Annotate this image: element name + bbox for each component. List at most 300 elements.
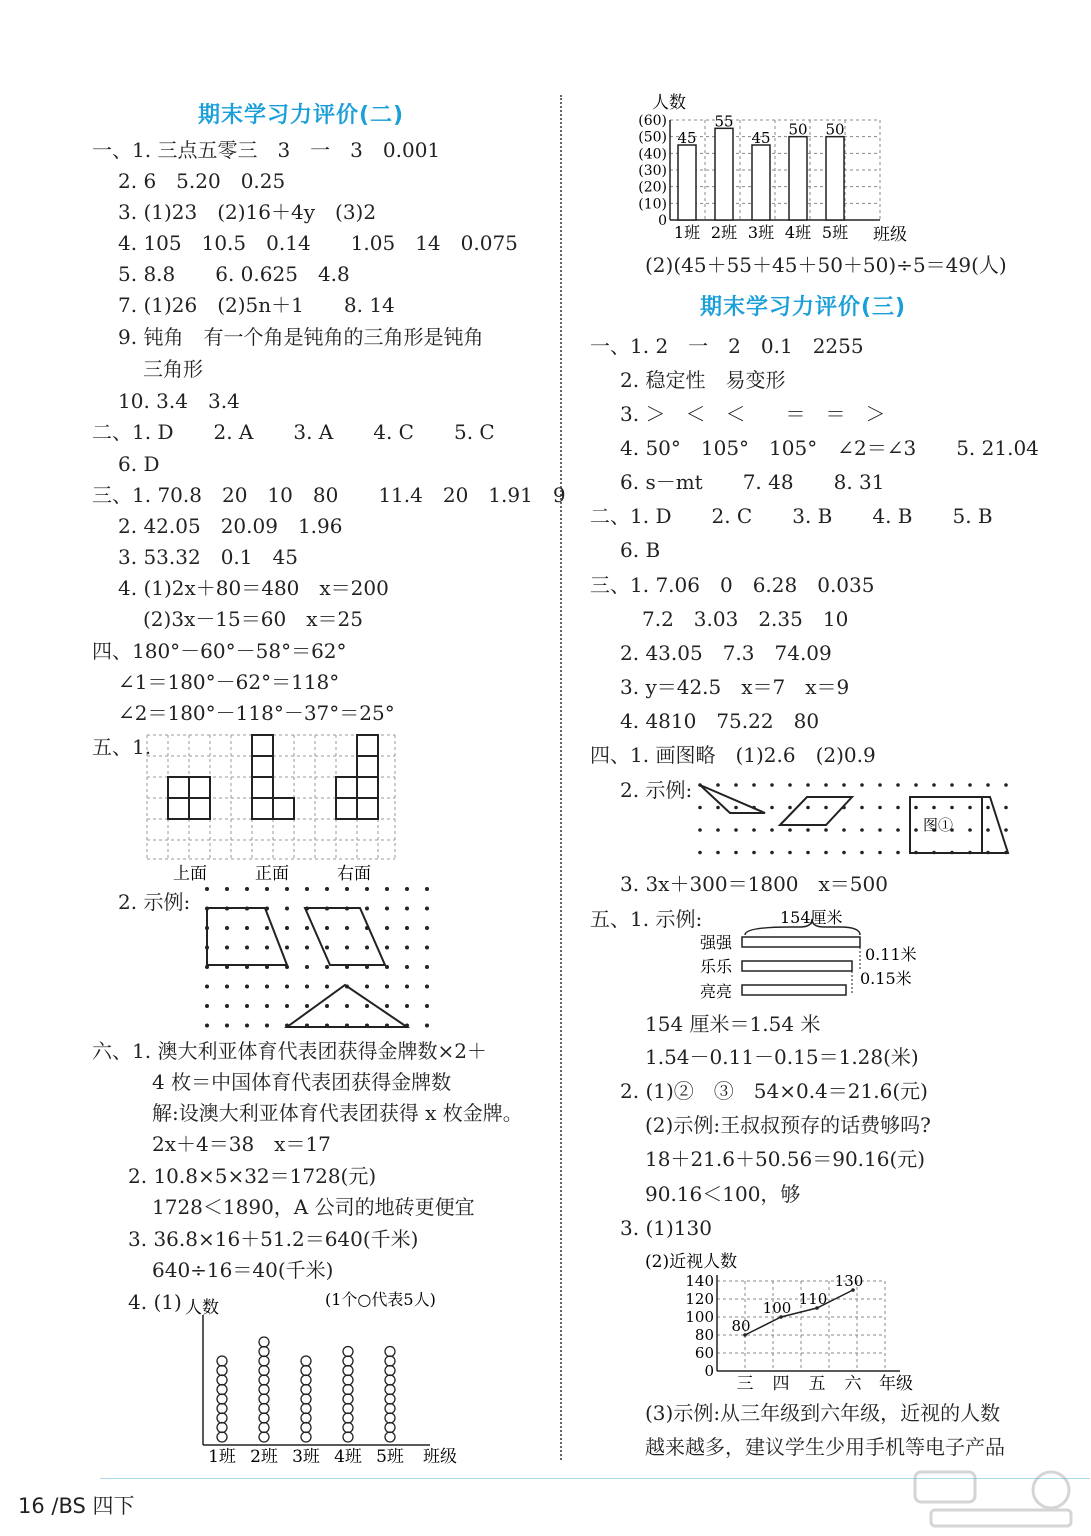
grid-dot	[325, 887, 329, 891]
bar	[789, 137, 807, 220]
answer-line: 3. 53.32 0.1 45	[118, 545, 298, 569]
grid-dot	[325, 1004, 329, 1008]
answer-line: 二、1. D 2. A 3. A 4. C 5. C	[92, 420, 495, 444]
pictograph-circle	[343, 1394, 353, 1404]
answer-line: ∠2＝180°－118°－37°＝25°	[118, 701, 395, 725]
grid-dot	[950, 783, 954, 787]
bar-x-label: 班级	[873, 225, 907, 245]
answer-line: 4. (1)2x＋80＝480 x＝200	[118, 576, 389, 600]
line-y-tick-label: 60	[694, 1344, 714, 1362]
segment-name-1: 强强	[700, 933, 733, 952]
grid-dot	[365, 887, 369, 891]
pictograph-circle	[301, 1366, 311, 1376]
grid-dot	[405, 887, 409, 891]
grid-dot	[842, 828, 846, 832]
pictograph-circle	[343, 1385, 353, 1395]
answer-line: 五、1.	[92, 735, 152, 759]
bar-category-label: 1班	[673, 223, 701, 242]
grid-dot	[405, 965, 409, 969]
answer-line: 越来越多，建议学生少用手机等电子产品	[645, 1435, 1005, 1459]
answer-line: 2. (1)② ③ 54×0.4＝21.6(元)	[620, 1079, 928, 1103]
pictograph-circle	[259, 1394, 269, 1404]
grid-dot	[385, 1004, 389, 1008]
grid-dot	[265, 985, 269, 989]
grid-dot	[405, 946, 409, 950]
grid-dot	[365, 985, 369, 989]
answer-line: 7. (1)26 (2)5n＋1 8. 14	[118, 293, 395, 317]
grid-dot	[698, 828, 702, 832]
pictograph-circle	[217, 1385, 227, 1395]
grid-dot	[225, 946, 229, 950]
grid-dot	[878, 828, 882, 832]
grid-dot	[365, 1004, 369, 1008]
grid-dot	[1004, 828, 1008, 832]
grid-dot	[425, 1024, 429, 1028]
grid-dot	[345, 887, 349, 891]
view-label-top: 上面	[173, 864, 207, 884]
grid-dot	[225, 985, 229, 989]
answer-line: (2)3x－15＝60 x＝25	[143, 607, 363, 631]
pictograph-circle	[343, 1432, 353, 1442]
grid-dot	[305, 965, 309, 969]
bar-value-label: 45	[677, 129, 697, 147]
bar-y-tick-label: (40)	[638, 146, 667, 163]
bar-value-label: 50	[788, 120, 808, 139]
grid-dot	[265, 946, 269, 950]
section-title-exam3: 期末学习力评价(三)	[700, 295, 907, 320]
grid-dot	[245, 1024, 249, 1028]
pictograph-circle	[301, 1432, 311, 1442]
answer-line: 90.16＜100，够	[645, 1182, 801, 1206]
bar-y-tick-label: (60)	[638, 113, 667, 129]
grid-dot	[842, 851, 846, 855]
bar-y-tick-label: 0	[658, 213, 667, 229]
grid-dot	[968, 828, 972, 832]
grid-dot	[824, 828, 828, 832]
answer-line: ∠1＝180°－62°＝118°	[118, 670, 340, 694]
answer-line: 五、1. 示例:	[590, 907, 703, 931]
pictograph-category-label: 4班	[334, 1447, 362, 1467]
grid-dot	[205, 985, 209, 989]
answer-line: 2. 示例:	[620, 778, 693, 802]
grid-dot	[968, 806, 972, 810]
segment-diff-1: 0.11米	[865, 945, 917, 964]
three-views-figure	[145, 733, 400, 885]
line-y-label: (2)近视人数	[645, 1252, 738, 1272]
view-label-front: 正面	[255, 864, 289, 884]
answer-line: 解:设澳大利亚体育代表团获得 x 枚金牌。	[152, 1101, 523, 1125]
grid-dot	[698, 806, 702, 810]
grid-dot	[716, 851, 720, 855]
grid-dot	[1004, 806, 1008, 810]
answer-line: 4. 4810 75.22 80	[620, 709, 820, 733]
grid-dot	[806, 783, 810, 787]
grid-dot	[225, 926, 229, 930]
answer-line: 一、1. 2 一 2 0.1 2255	[590, 334, 864, 358]
grid-dot	[824, 806, 828, 810]
grid-dot	[325, 985, 329, 989]
answer-line: 4 枚＝中国体育代表团获得金牌数	[152, 1070, 452, 1094]
grid-dot	[716, 806, 720, 810]
pictograph-circle	[343, 1413, 353, 1423]
dot-grid-figure-right	[690, 775, 1015, 865]
line-x-label: 年级	[879, 1374, 913, 1394]
segment-name-2: 乐乐	[700, 957, 733, 976]
grid-dot	[734, 828, 738, 832]
grid-dot	[385, 907, 389, 911]
bar	[678, 145, 696, 220]
bar-chart	[630, 88, 920, 248]
grid-dot	[734, 783, 738, 787]
answer-line: 4. (1)	[128, 1290, 182, 1314]
pictograph-circle	[259, 1385, 269, 1395]
grid-dot	[205, 1024, 209, 1028]
pictograph-y-label: 人数	[185, 1298, 219, 1318]
grid-dot	[1004, 783, 1008, 787]
line-value-label: 130	[834, 1272, 864, 1290]
grid-dot	[245, 887, 249, 891]
grid-dot	[305, 985, 309, 989]
grid-dot	[425, 926, 429, 930]
segment-diff-2: 0.15米	[860, 969, 912, 988]
pictograph-circle	[385, 1432, 395, 1442]
bar-category-label: 5班	[821, 223, 849, 242]
grid-dot	[265, 887, 269, 891]
bar-value-label: 45	[751, 129, 771, 147]
line-value-label: 110	[798, 1290, 828, 1308]
grid-dot	[205, 1004, 209, 1008]
bar-y-tick-label: (50)	[638, 129, 667, 146]
line-y-tick-label: 120	[685, 1290, 714, 1308]
pictograph-circle	[343, 1356, 353, 1366]
pictograph-circle	[217, 1375, 227, 1385]
grid-dot	[285, 907, 289, 911]
line-y-tick-label: 0	[704, 1362, 714, 1380]
grid-dot	[425, 985, 429, 989]
grid-dot	[770, 828, 774, 832]
line-value-label: 80	[731, 1317, 751, 1335]
grid-dot	[365, 907, 369, 911]
answer-line: 四、1. 画图略 (1)2.6 (2)0.9	[590, 743, 876, 767]
grid-dot	[225, 1024, 229, 1028]
pictograph-note: (1个○代表5人)	[325, 1290, 436, 1309]
grid-dot	[914, 806, 918, 810]
answer-line: 10. 3.4 3.4	[118, 389, 240, 413]
grid-dot	[425, 907, 429, 911]
answer-line: 三、1. 70.8 20 10 80 11.4 20 1.91 9	[92, 483, 566, 507]
answer-line: 3. 36.8×16＋51.2＝640(千米)	[128, 1227, 419, 1251]
grid-dot	[425, 965, 429, 969]
grid-dot	[752, 783, 756, 787]
pictograph-circle	[259, 1404, 269, 1414]
pictograph-circle	[259, 1337, 269, 1347]
pictograph-x-label: 班级	[423, 1447, 457, 1467]
line-category-label: 五	[808, 1374, 826, 1394]
grid-dot	[752, 828, 756, 832]
bar-y-tick-label: (10)	[638, 196, 667, 213]
pictograph-circle	[259, 1366, 269, 1376]
grid-dot	[345, 1004, 349, 1008]
answer-line: 2. 稳定性 易变形	[620, 368, 786, 392]
pictograph-circle	[217, 1394, 227, 1404]
grid-dot	[878, 806, 882, 810]
view-label-right: 右面	[337, 864, 371, 884]
grid-dot	[285, 887, 289, 891]
grid-dot	[425, 887, 429, 891]
line-category-label: 三	[736, 1374, 754, 1394]
grid-dot	[245, 985, 249, 989]
grid-dot	[245, 946, 249, 950]
answer-line: 4. 50° 105° 105° ∠2＝∠3 5. 21.04	[620, 436, 1039, 460]
answer-line: 四、180°－60°－58°＝62°	[92, 639, 347, 663]
grid-dot	[986, 783, 990, 787]
grid-dot	[932, 806, 936, 810]
segment-name-3: 亮亮	[700, 982, 733, 1001]
grid-dot	[405, 1004, 409, 1008]
answer-line: 6. s－mt 7. 48 8. 31	[620, 470, 885, 494]
line-chart	[645, 1245, 935, 1395]
grid-dot	[245, 1004, 249, 1008]
grid-dot	[860, 828, 864, 832]
grid-dot	[878, 783, 882, 787]
pictograph-circle	[343, 1375, 353, 1385]
bar-category-label: 4班	[784, 223, 812, 242]
answer-line: 3. ＞ ＜ ＜ ＝ ＝ ＞	[620, 402, 886, 426]
grid-dot	[205, 887, 209, 891]
answer-line: 154 厘米＝1.54 米	[645, 1012, 821, 1036]
grid-dot	[860, 806, 864, 810]
grid-dot	[788, 851, 792, 855]
section-title-exam2: 期末学习力评价(二)	[198, 103, 405, 128]
bar-category-label: 2班	[710, 223, 738, 242]
page-footer: 16 /BS 四下	[18, 1494, 135, 1518]
answer-line: 1.54－0.11－0.15＝1.28(米)	[645, 1045, 919, 1069]
pictograph-circle	[259, 1375, 269, 1385]
grid-dot	[788, 783, 792, 787]
grid-dot	[425, 946, 429, 950]
grid-dot	[305, 926, 309, 930]
pictograph-category-label: 3班	[292, 1447, 320, 1467]
pictograph-circle	[301, 1394, 311, 1404]
grid-dot	[788, 806, 792, 810]
pictograph-circle	[301, 1404, 311, 1414]
answer-line: 2. 10.8×5×32＝1728(元)	[128, 1164, 377, 1188]
answer-line: 6. B	[620, 538, 661, 562]
pictograph-circle	[385, 1366, 395, 1376]
answer-line: 5. 8.8 6. 0.625 4.8	[118, 262, 350, 286]
shape-label: 图①	[923, 816, 954, 834]
answer-line: 7.2 3.03 2.35 10	[642, 607, 849, 631]
answer-line: 一、1. 三点五零三 3 一 3 0.001	[92, 138, 441, 162]
line-y-tick-label: 80	[694, 1326, 714, 1344]
pictograph-circle	[385, 1394, 395, 1404]
grid-dot	[305, 887, 309, 891]
segment-total-label: 154厘米	[780, 908, 843, 927]
answer-line: 六、1. 澳大利亚体育代表团获得金牌数×2＋	[92, 1039, 487, 1063]
pictograph-circle	[301, 1385, 311, 1395]
pictograph-circle	[385, 1385, 395, 1395]
pictograph-circle	[217, 1432, 227, 1442]
grid-dot	[824, 851, 828, 855]
grid-dot	[914, 783, 918, 787]
pictograph-circle	[385, 1375, 395, 1385]
grid-dot	[385, 887, 389, 891]
pictograph-circle	[301, 1356, 311, 1366]
segment-bar-1	[742, 937, 860, 947]
pictograph-circle	[259, 1432, 269, 1442]
segment-bar-3	[742, 985, 846, 995]
pictograph-circle	[343, 1423, 353, 1433]
grid-dot	[842, 783, 846, 787]
answer-line: (2)示例:王叔叔预存的话费够吗?	[645, 1113, 931, 1137]
grid-dot	[225, 887, 229, 891]
grid-dot	[860, 783, 864, 787]
answer-line: (2)(45＋55＋45＋50＋50)÷5＝49(人)	[645, 253, 1007, 277]
grid-dot	[860, 851, 864, 855]
grid-dot	[896, 851, 900, 855]
answer-line: 18＋21.6＋50.56＝90.16(元)	[645, 1147, 926, 1171]
bar	[752, 145, 770, 220]
grid-dot	[345, 926, 349, 930]
grid-dot	[405, 926, 409, 930]
answer-line: (3)示例:从三年级到六年级，近视的人数	[645, 1401, 1001, 1425]
grid-dot	[770, 851, 774, 855]
grid-dot	[405, 985, 409, 989]
grid-dot	[752, 851, 756, 855]
answer-line: 3. (1)130	[620, 1216, 712, 1240]
grid-dot	[896, 806, 900, 810]
grid-dot	[770, 783, 774, 787]
answer-line: 3. y＝42.5 x＝7 x＝9	[620, 675, 850, 699]
line-category-label: 六	[844, 1374, 862, 1394]
grid-dot	[225, 1004, 229, 1008]
pictograph-circle	[217, 1404, 227, 1414]
segment-diagram	[700, 905, 930, 1005]
pictograph-category-label: 1班	[208, 1447, 236, 1467]
answer-line: 二、1. D 2. C 3. B 4. B 5. B	[590, 504, 993, 528]
grid-dot	[716, 783, 720, 787]
grid-dot	[896, 828, 900, 832]
bar-category-label: 3班	[747, 223, 775, 242]
grid-dot	[932, 783, 936, 787]
grid-dot	[265, 1004, 269, 1008]
line-value-label: 100	[762, 1299, 792, 1317]
grid-dot	[285, 1004, 289, 1008]
grid-dot	[986, 828, 990, 832]
bar-y-tick-label: (30)	[638, 163, 667, 179]
pictograph-circle	[343, 1404, 353, 1414]
bar-y-label: 人数	[652, 93, 686, 113]
pictograph-circle	[385, 1423, 395, 1433]
grid-dot	[896, 783, 900, 787]
line-y-tick-label: 140	[685, 1272, 714, 1290]
grid-dot	[734, 806, 738, 810]
grid-dot	[245, 926, 249, 930]
grid-dot	[824, 783, 828, 787]
answer-line: 三角形	[143, 357, 203, 381]
answer-line: 3. 3x＋300＝1800 x＝500	[620, 872, 888, 896]
grid-dot	[806, 806, 810, 810]
grid-dot	[788, 828, 792, 832]
pictograph-circle	[385, 1404, 395, 1414]
pictograph-chart	[175, 1285, 475, 1470]
bar-value-label: 55	[714, 112, 734, 131]
pictograph-circle	[259, 1423, 269, 1433]
grid-dot	[345, 946, 349, 950]
grid-dot	[385, 985, 389, 989]
answer-line: 1728＜1890，A 公司的地砖更便宜	[152, 1195, 475, 1219]
grid-dot	[806, 828, 810, 832]
grid-dot	[325, 946, 329, 950]
pictograph-circle	[343, 1347, 353, 1357]
answer-line: 640÷16＝40(千米)	[152, 1258, 334, 1282]
pictograph-circle	[301, 1413, 311, 1423]
answer-line: 2x＋4＝38 x＝17	[152, 1132, 331, 1156]
grid-dot	[285, 926, 289, 930]
pictograph-circle	[259, 1356, 269, 1366]
pictograph-category-label: 5班	[376, 1447, 404, 1467]
answer-line: 2. 42.05 20.09 1.96	[118, 514, 343, 538]
pictograph-circle	[301, 1375, 311, 1385]
grid-dot	[285, 985, 289, 989]
answer-line: 2. 示例:	[118, 890, 191, 914]
bar-y-tick-label: (20)	[638, 179, 667, 196]
pictograph-category-label: 2班	[250, 1447, 278, 1467]
pictograph-circle	[385, 1413, 395, 1423]
grid-dot	[986, 806, 990, 810]
answer-line: 三、1. 7.06 0 6.28 0.035	[590, 573, 875, 597]
pictograph-circle	[217, 1356, 227, 1366]
answer-line: 9. 钝角 有一个角是钝角的三角形是钝角	[118, 325, 484, 349]
answer-line: 4. 105 10.5 0.14 1.05 14 0.075	[118, 231, 518, 255]
grid-dot	[878, 851, 882, 855]
grid-dot	[325, 965, 329, 969]
pictograph-circle	[217, 1413, 227, 1423]
watermark-logo	[911, 1468, 1081, 1532]
pictograph-circle	[217, 1423, 227, 1433]
answer-line: 2. 43.05 7.3 74.09	[620, 641, 832, 665]
grid-dot	[734, 851, 738, 855]
grid-dot	[285, 946, 289, 950]
answer-line: 6. D	[118, 452, 160, 476]
grid-dot	[770, 806, 774, 810]
grid-dot	[305, 1004, 309, 1008]
line-category-label: 四	[772, 1374, 790, 1394]
pictograph-circle	[217, 1366, 227, 1376]
pictograph-circle	[385, 1347, 395, 1357]
line-y-tick-label: 100	[685, 1308, 714, 1326]
grid-dot	[365, 946, 369, 950]
pictograph-circle	[259, 1413, 269, 1423]
answer-line: 3. (1)23 (2)16＋4y (3)2	[118, 200, 377, 224]
grid-dot	[325, 926, 329, 930]
pictograph-circle	[259, 1347, 269, 1357]
dot-grid-figure	[195, 885, 455, 1035]
grid-dot	[265, 926, 269, 930]
grid-dot	[968, 783, 972, 787]
answer-line: 2. 6 5.20 0.25	[118, 169, 286, 193]
grid-dot	[405, 907, 409, 911]
pictograph-circle	[343, 1366, 353, 1376]
bar-value-label: 50	[825, 120, 845, 139]
segment-bar-2	[742, 961, 852, 971]
bar	[826, 137, 844, 220]
grid-dot	[425, 1004, 429, 1008]
grid-dot	[385, 926, 389, 930]
grid-dot	[698, 851, 702, 855]
grid-dot	[950, 806, 954, 810]
column-divider	[560, 95, 562, 1460]
